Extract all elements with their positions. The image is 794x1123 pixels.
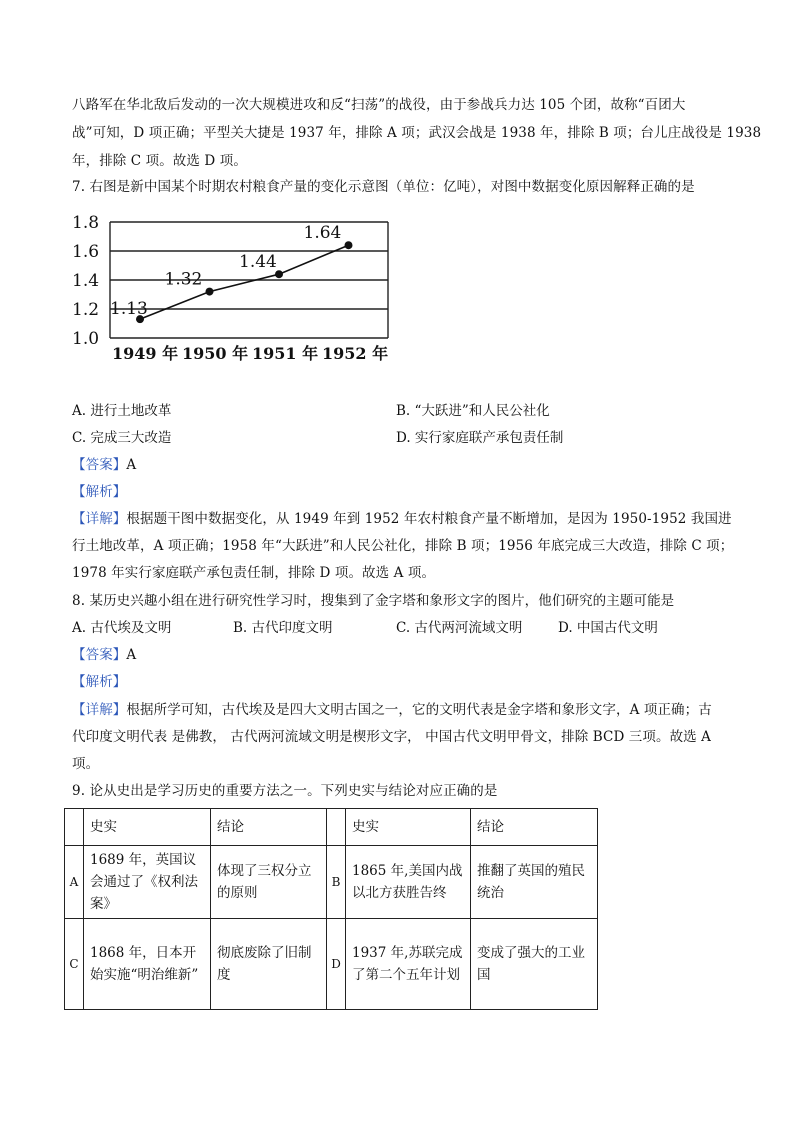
data-label: 1.44: [239, 252, 277, 273]
x-tick-label: 1952 年: [322, 344, 389, 363]
q7-option-b: B. “大跃进”和人民公社化: [396, 403, 550, 419]
table-cell: 1865 年,美国内战以北方获胜告终: [346, 846, 471, 919]
q8-detail-line: 项。: [72, 756, 100, 772]
data-point: [206, 288, 214, 296]
x-tick-label: 1950 年: [182, 344, 249, 363]
x-tick-label: 1949 年: [112, 344, 179, 363]
answer-tag: 【答案】: [72, 457, 127, 473]
table-header: 结论: [471, 809, 598, 846]
q8-analysis-tag: 【解析】: [72, 674, 127, 690]
y-tick-label: 1.4: [72, 271, 100, 291]
table-cell: [327, 809, 346, 846]
paragraph-line: 战”可知，D 项正确；平型关大捷是 1937 年，排除 A 项；武汉会战是 1938 年，排除 B 项；台儿庄战役是 1938: [72, 125, 762, 141]
table-header: 史实: [346, 809, 471, 846]
table-header: 史实: [84, 809, 211, 846]
table-cell: [65, 809, 84, 846]
table-cell: 1937 年,苏联完成了第二个五年计划: [346, 919, 471, 1010]
q7-answer: [72, 456, 136, 474]
q8-option-a: A. 古代埃及文明: [72, 620, 172, 636]
answer-value: A: [126, 647, 137, 663]
question-7: 7. 右图是新中国某个时期农村粮食产量的变化示意图（单位：亿吨），对图中数据变化原因解释正确的是: [72, 179, 695, 195]
q7-option-c: C. 完成三大改造: [72, 430, 172, 446]
q8-option-b: B. 古代印度文明: [233, 620, 333, 636]
data-point: [345, 241, 353, 249]
detail-text: 根据题干图中数据变化，从 1949 年到 1952 年农村粮食产量不断增加，是因为 1950-1952 我国进: [126, 511, 732, 527]
q8-answer: [72, 646, 136, 664]
y-tick-label: 1.8: [72, 213, 100, 233]
q7-detail-line: 行土地改革，A 项正确；1958 年“大跃进”和人民公社化，排除 B 项；1956 年底完成三大改造，排除 C 项；: [72, 538, 734, 554]
q7-option-a: A. 进行土地改革: [72, 403, 172, 419]
question-9: 9. 论从史出是学习历史的重要方法之一。下列史实与结论对应正确的是: [72, 783, 498, 799]
y-tick-label: 1.2: [72, 300, 100, 320]
data-label: 1.13: [110, 299, 148, 320]
table-cell: 1868 年，日本开始实施“明治维新”: [84, 919, 211, 1010]
answer-value: A: [126, 457, 137, 473]
table-header-row: [65, 809, 598, 846]
q7-detail-line: [72, 510, 732, 528]
table-cell: 变成了强大的工业国: [471, 919, 598, 1010]
table-cell: 彻底废除了旧制度: [211, 919, 327, 1010]
data-label: 1.32: [164, 269, 203, 290]
history-table: [64, 808, 598, 1010]
q7-option-d: D. 实行家庭联产承包责任制: [396, 430, 564, 446]
q7-analysis-tag: 【解析】: [72, 484, 127, 500]
table-header: 结论: [211, 809, 327, 846]
q8-detail-line: 代印度文明代表 是佛教， 古代两河流域文明是楔形文字， 中国古代文明甲骨文，排除 BCD 三项。故选 A: [72, 729, 712, 745]
detail-text: 根据所学可知，古代埃及是四大文明古国之一，它的文明代表是金字塔和象形文字，A 项正确；古: [126, 702, 712, 718]
table-row: [65, 846, 598, 919]
option-letter: B: [327, 846, 346, 919]
table-cell: 体现了三权分立的原则: [211, 846, 327, 919]
q8-option-c: C. 古代两河流域文明: [396, 620, 523, 636]
paragraph-line: 年，排除 C 项。故选 D 项。: [72, 153, 247, 169]
detail-tag: 【详解】: [72, 702, 127, 718]
q8-detail-line: [72, 701, 712, 719]
detail-tag: 【详解】: [72, 511, 127, 527]
table-row: [65, 919, 598, 1010]
option-letter: D: [327, 919, 346, 1010]
table-cell: 推翻了英国的殖民统治: [471, 846, 598, 919]
y-tick-label: 1.0: [72, 329, 100, 349]
data-label: 1.64: [303, 223, 342, 244]
option-letter: C: [65, 919, 84, 1010]
x-tick-label: 1951 年: [252, 344, 319, 363]
q8-option-d: D. 中国古代文明: [558, 620, 658, 636]
y-tick-label: 1.6: [72, 242, 100, 262]
table-cell: 1689 年，英国议会通过了《权利法案》: [84, 846, 211, 919]
paragraph-line: 八路军在华北敌后发动的一次大规模进攻和反“扫荡”的战役，由于参战兵力达 105 个团，故称“百团大: [72, 97, 686, 113]
q7-detail-line: 1978 年实行家庭联产承包责任制，排除 D 项。故选 A 项。: [72, 565, 436, 581]
answer-tag: 【答案】: [72, 647, 127, 663]
option-letter: A: [65, 846, 84, 919]
question-8: 8. 某历史兴趣小组在进行研究性学习时，搜集到了金字塔和象形文字的图片，他们研究的主题可能是: [72, 593, 675, 609]
grain-output-chart: [70, 208, 400, 370]
